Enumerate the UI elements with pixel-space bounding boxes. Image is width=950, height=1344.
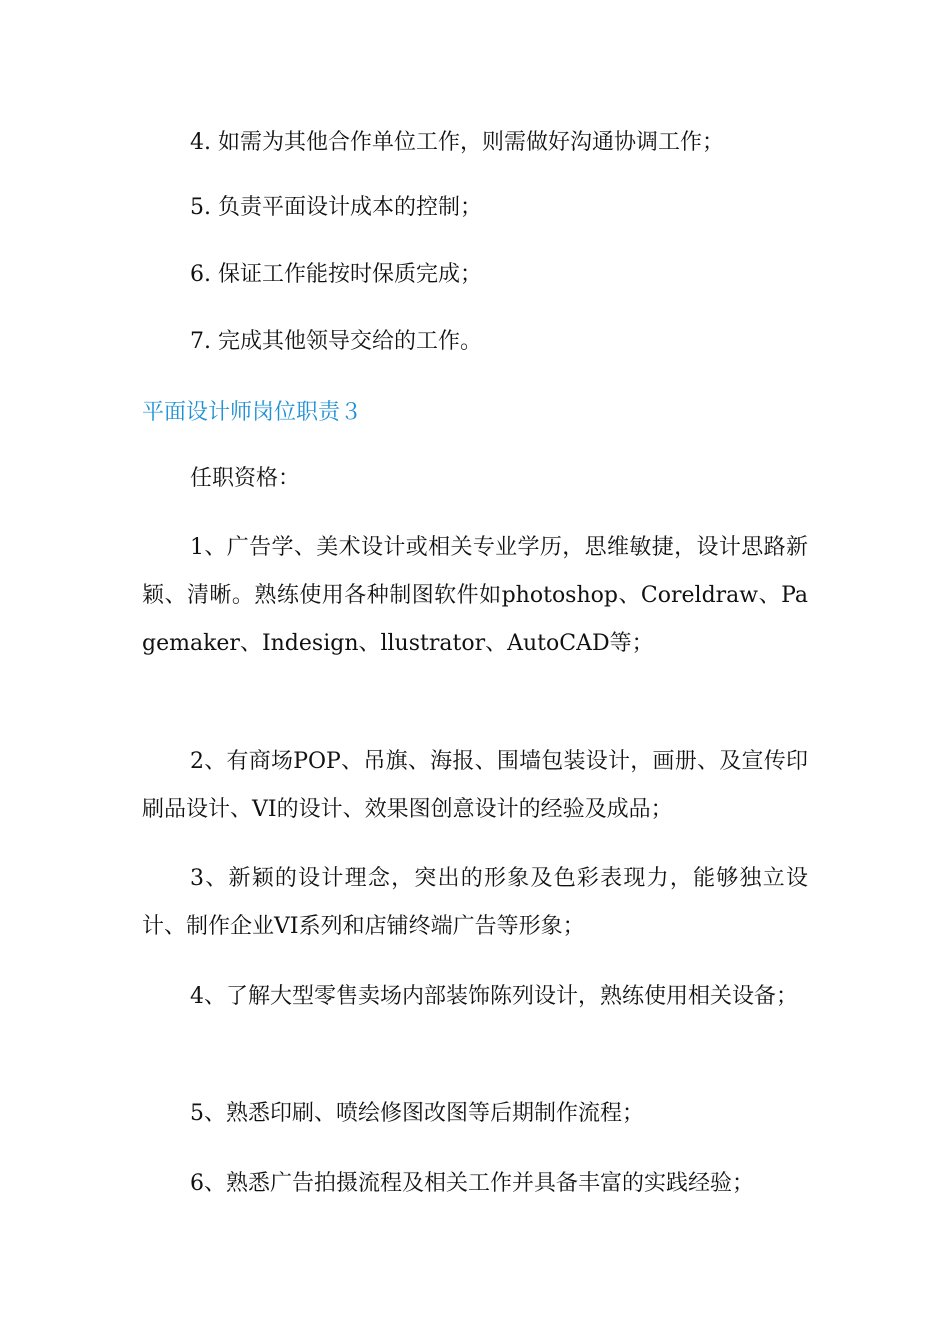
qualification-item-3: 3、新颖的设计理念，突出的形象及色彩表现力，能够独立设计、制作企业VI系列和店铺终端广告等形象； xyxy=(142,866,808,939)
intro-item-6: 6. 保证工作能按时保质完成； xyxy=(190,262,482,287)
section-title: 平面设计师岗位职责３ xyxy=(142,400,363,425)
intro-item-5: 5. 负责平面设计成本的控制； xyxy=(190,195,482,220)
qualification-item-5: 5、熟悉印刷、喷绘修图改图等后期制作流程； xyxy=(190,1101,644,1126)
qualification-item-6: 6、熟悉广告拍摄流程及相关工作并具备丰富的实践经验； xyxy=(190,1171,754,1196)
qualification-item-4: 4、了解大型零售卖场内部装饰陈列设计，熟练使用相关设备； xyxy=(190,984,798,1009)
qualification-item-2: 2、有商场POP、吊旗、海报、围墙包装设计，画册、及宣传印刷品设计、VI的设计、效果图创意设计的经验及成品； xyxy=(142,749,808,822)
qualifications-label: 任职资格： xyxy=(190,466,301,491)
qualification-item-1: 1、广告学、美术设计或相关专业学历，思维敏捷，设计思路新颖、清晰。熟练使用各种制图软件如photoshop、Coreldraw、Pagemaker、Indesign、llustrator、AutoCAD等； xyxy=(142,535,808,656)
intro-item-4: 4. 如需为其他合作单位工作，则需做好沟通协调工作； xyxy=(190,130,724,155)
intro-item-7: 7. 完成其他领导交给的工作。 xyxy=(190,329,482,354)
